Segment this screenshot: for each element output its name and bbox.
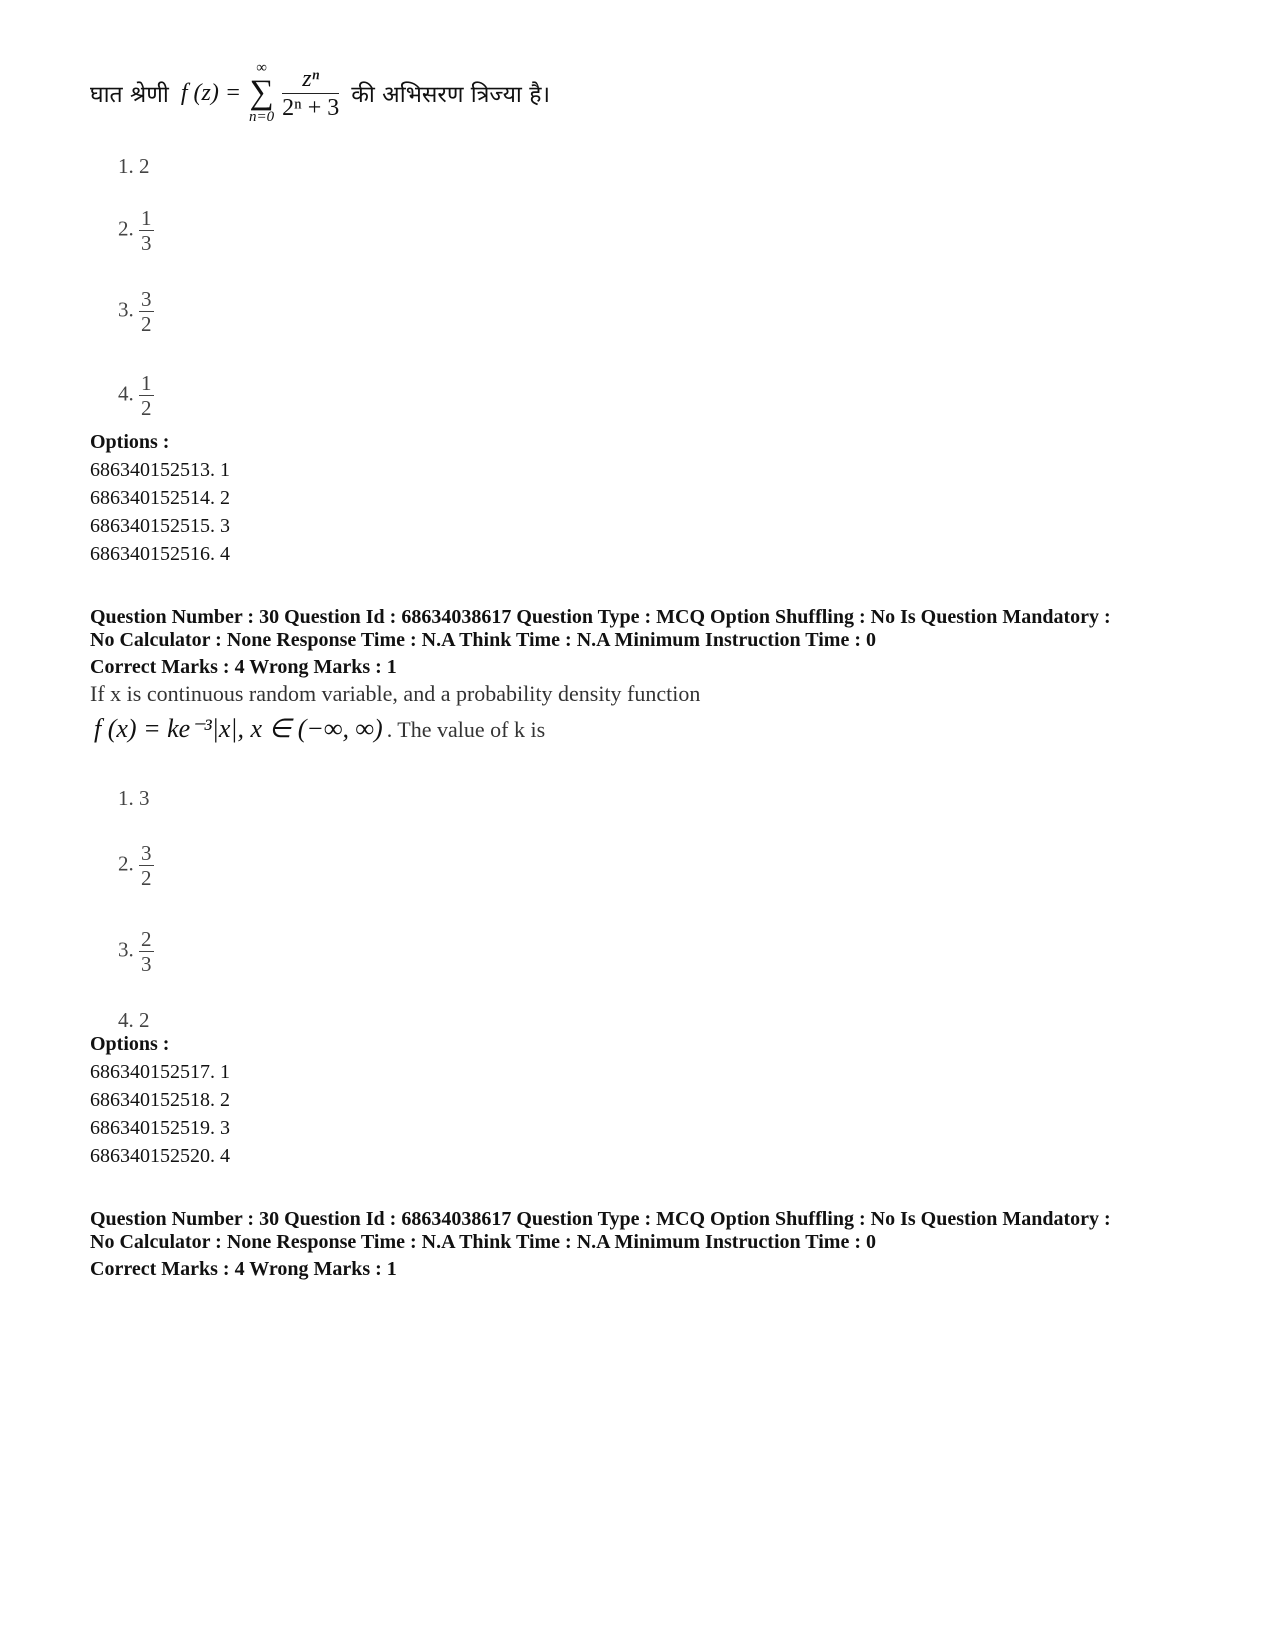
q1-choice-3-fraction: $\frac{3}{2}$: [141, 287, 152, 336]
q3-meta: [90, 1208, 1240, 1281]
q1-options-heading: Options :: [90, 431, 170, 453]
q1-choice-3: 3. $\frac{3}{2}$: [118, 287, 152, 336]
q1-fraction-num: zⁿ: [282, 65, 339, 94]
q3-meta-line2: No Calculator : None Response Time : N.A Think Time : N.A Minimum Instruction Time : 0: [90, 1231, 876, 1253]
q1-prefix: घात श्रेणी: [90, 82, 169, 108]
q1-summation: [249, 61, 274, 125]
q2-options-heading: Options :: [90, 1033, 170, 1055]
q1-statement: [90, 58, 550, 128]
q2-option-4: 686340152520. 4: [90, 1145, 230, 1167]
q1-choice-2-fraction: $\frac{1}{3}$: [141, 206, 152, 255]
q2-formula: f (x) = ke⁻³|x|, x ∈ (−∞, ∞): [94, 714, 383, 743]
q2-marks: Correct Marks : 4 Wrong Marks : 1: [90, 656, 397, 678]
q1-option-1: 686340152513. 1: [90, 459, 230, 481]
q2-meta-line1: Question Number : 30 Question Id : 68634038617 Question Type : MCQ Option Shuffling : No Is Question Mandatory :: [90, 606, 1111, 628]
q2-choice-2: 2. $\frac{3}{2}$: [118, 841, 152, 890]
q2-option-1: 686340152517. 1: [90, 1061, 230, 1083]
q2-meta: [90, 606, 1240, 679]
q2-option-2: 686340152518. 2: [90, 1089, 230, 1111]
q1-choice-4: 4. $\frac{1}{2}$: [118, 371, 152, 420]
q2-choice-1: 1. 3: [118, 786, 150, 810]
q2-formula-tail: . The value of k is: [386, 717, 546, 742]
q1-sum-upper: ∞: [256, 60, 267, 76]
q2-option-3: 686340152519. 3: [90, 1117, 230, 1139]
q1-choice-2: 2. $\frac{1}{3}$: [118, 206, 152, 255]
q1-fraction: [282, 65, 339, 122]
q1-options: [90, 428, 230, 568]
q3-marks: Correct Marks : 4 Wrong Marks : 1: [90, 1258, 397, 1280]
q2-formula-line: [94, 714, 545, 744]
q1-choice-4-fraction: $\frac{1}{2}$: [141, 371, 152, 420]
q2-options: [90, 1030, 230, 1170]
q1-suffix: की अभिसरण त्रिज्या है।: [351, 82, 551, 108]
q2-text: If x is continuous random variable, and a probability density function: [90, 681, 701, 706]
q1-option-3: 686340152515. 3: [90, 515, 230, 537]
q1-formula: [181, 61, 339, 125]
q1-sum-sign: ∑: [249, 74, 274, 111]
q1-formula-lhs: f (z) =: [180, 79, 242, 106]
q2-meta-line2: No Calculator : None Response Time : N.A Think Time : N.A Minimum Instruction Time : 0: [90, 629, 876, 651]
q2-choice-3-fraction: $\frac{2}{3}$: [141, 927, 152, 976]
q3-meta-line1: Question Number : 30 Question Id : 68634038617 Question Type : MCQ Option Shuffling : No Is Question Mandatory :: [90, 1208, 1111, 1230]
q2-choice-2-fraction: $\frac{3}{2}$: [141, 841, 152, 890]
q1-sum-lower: n=0: [249, 109, 275, 125]
q2-choice-3: 3. $\frac{2}{3}$: [118, 927, 152, 976]
q1-choice-1: 1. 2: [118, 154, 150, 178]
q1-option-4: 686340152516. 4: [90, 543, 230, 565]
q1-fraction-den: 2ⁿ + 3: [282, 94, 340, 121]
q2-choice-4: 4. 2: [118, 1008, 150, 1032]
q1-option-2: 686340152514. 2: [90, 487, 230, 509]
